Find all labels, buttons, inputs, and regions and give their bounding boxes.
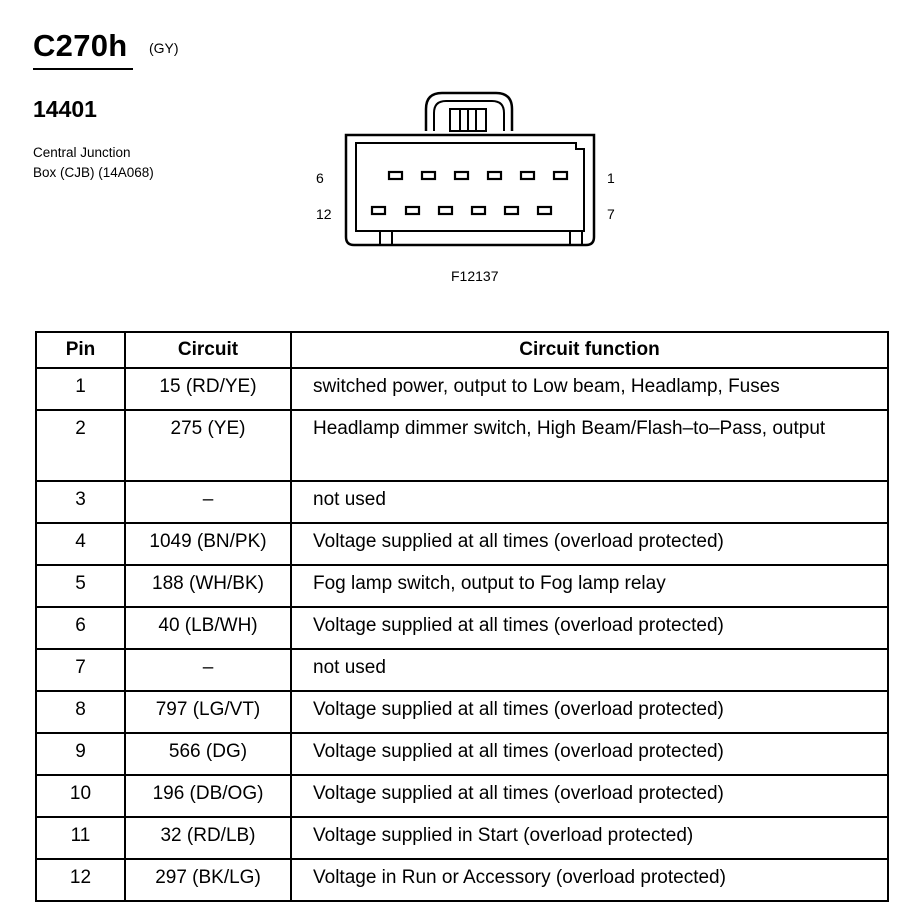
- pin-cell: 1: [36, 368, 125, 410]
- pin-label-6: 6: [316, 170, 324, 186]
- table-row: [36, 649, 888, 691]
- circuit-cell: 196 (DB/OG): [125, 775, 291, 817]
- table-row: [36, 691, 888, 733]
- function-cell: Voltage supplied at all times (overload protected): [291, 523, 888, 565]
- circuit-cell: 1049 (BN/PK): [125, 523, 291, 565]
- pin-cell: 9: [36, 733, 125, 775]
- table-row: [36, 733, 888, 775]
- connector-title: C270h: [33, 28, 128, 63]
- circuit-cell: 297 (BK/LG): [125, 859, 291, 901]
- circuit-cell: 188 (WH/BK): [125, 565, 291, 607]
- pin-cell: 10: [36, 775, 125, 817]
- pin-cell: 6: [36, 607, 125, 649]
- circuit-cell: 797 (LG/VT): [125, 691, 291, 733]
- table-header-row: [36, 332, 888, 368]
- pin-cell: 4: [36, 523, 125, 565]
- table-row: [36, 775, 888, 817]
- part-number: 14401: [33, 96, 97, 122]
- function-cell: Fog lamp switch, output to Fog lamp relay: [291, 565, 888, 607]
- table-row: [36, 859, 888, 901]
- table-row: [36, 607, 888, 649]
- circuit-cell: 275 (YE): [125, 410, 291, 481]
- description-line-2: Box (CJB) (14A068): [33, 165, 154, 180]
- function-cell: not used: [291, 481, 888, 523]
- circuit-cell: 15 (RD/YE): [125, 368, 291, 410]
- function-cell: switched power, output to Low beam, Headlamp, Fuses: [291, 368, 888, 410]
- function-cell: Voltage supplied at all times (overload protected): [291, 733, 888, 775]
- header-circuit-function: Circuit function: [291, 332, 888, 368]
- pin-cell: 5: [36, 565, 125, 607]
- pin-cell: 2: [36, 410, 125, 481]
- header-circuit: Circuit: [125, 332, 291, 368]
- table-row: [36, 368, 888, 410]
- circuit-cell: 566 (DG): [125, 733, 291, 775]
- table-row: [36, 817, 888, 859]
- pin-cell: 12: [36, 859, 125, 901]
- description-line-1: Central Junction: [33, 145, 131, 160]
- table-row: [36, 565, 888, 607]
- function-cell: Voltage supplied in Start (overload protected): [291, 817, 888, 859]
- pin-label-12: 12: [316, 206, 332, 222]
- table-row: [36, 410, 888, 481]
- figure-id: F12137: [451, 268, 499, 284]
- function-cell: Voltage supplied at all times (overload protected): [291, 775, 888, 817]
- pin-cell: 11: [36, 817, 125, 859]
- title-underline: [33, 68, 133, 70]
- pin-cell: 3: [36, 481, 125, 523]
- circuit-cell: 40 (LB/WH): [125, 607, 291, 649]
- pin-cell: 8: [36, 691, 125, 733]
- function-cell: Voltage supplied at all times (overload protected): [291, 691, 888, 733]
- connector-face-diagram: [300, 85, 600, 255]
- circuit-cell: –: [125, 481, 291, 523]
- pin-label-1: 1: [607, 170, 615, 186]
- table-row: [36, 481, 888, 523]
- function-cell: Voltage supplied at all times (overload protected): [291, 607, 888, 649]
- connector-color-code: (GY): [149, 40, 179, 56]
- table-row: [36, 523, 888, 565]
- header-pin: Pin: [36, 332, 125, 368]
- function-cell: not used: [291, 649, 888, 691]
- function-cell: Headlamp dimmer switch, High Beam/Flash–to–Pass, output: [291, 410, 888, 481]
- pin-circuit-table: [35, 331, 889, 902]
- circuit-cell: –: [125, 649, 291, 691]
- pin-cell: 7: [36, 649, 125, 691]
- function-cell: Voltage in Run or Accessory (overload protected): [291, 859, 888, 901]
- circuit-cell: 32 (RD/LB): [125, 817, 291, 859]
- pin-label-7: 7: [607, 206, 615, 222]
